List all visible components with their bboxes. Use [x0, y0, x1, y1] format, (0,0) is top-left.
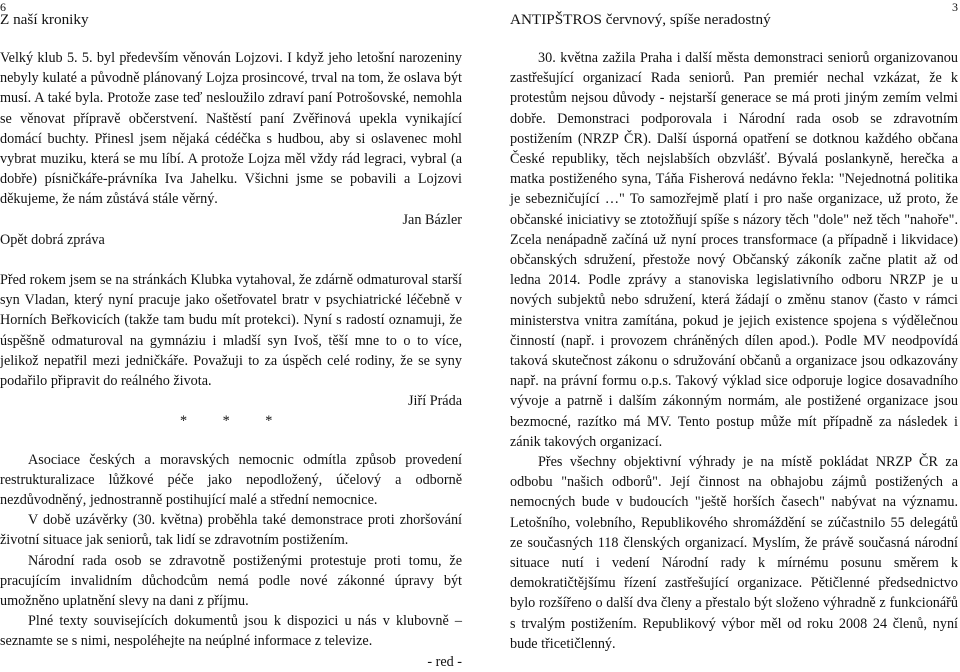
signature: - red -: [427, 653, 462, 670]
article-paragraph: Velký klub 5. 5. byl především věnován Lojzovi. I když jeho letošní narozeniny nebyly kulaté a původně plánovaný Lojza prosincové, trval na tom, že oslava být musí. A také byla. Protože zase teď nesloužilo zdraví paní Potrošovské, nemohla se věnovat přípravě občerstvení. Naštěstí paní Zvěřinová upekla vynikající domácí buchty. Přinesl jsem nějaká cédéčka s hudbou, aby si oslavenec mohl vybrat muziku, která se mu líbí. A protože Lojza měl vždy rád legraci, vybral (a dobře) písničkáře-právníka Iva Jahelku. Všichni jsme se pobavili a Lojzovi děkujeme, že nám zůstává stále věrný.: [0, 50, 462, 208]
article-paragraph: Před rokem jsem se na stránkách Klubka vytahoval, že zdárně odmaturoval starší syn Vladan, který nyní pracuje jako ošetřovatel bratr v psychiatrické léčebně v Horních Beřkovicích (takže tam budu mít protekci). Nyní s radostí oznamuji, že úspěšně odmaturoval na gymnáziu i mladší syn Ivoš, těší mne to o to více, jelikož nepatřil mezi jedničkáře. Považuji to za úspěch celé rodiny, že se syny podařilo připravit do reálného života.: [0, 272, 462, 390]
article-paragraph: V době uzávěrky (30. května) proběhla také demonstrace proti zhoršování životní situace jak seniorů, tak lidí se zdravotním postižením.: [0, 512, 462, 549]
article-paragraph: Asociace českých a moravských nemocnic odmítla způsob provedení restrukturalizace lůžkové péče jako nepodložený, účelový a odborně nezdůvodněný, jednostranně postihující malé a střední nemocnice.: [0, 451, 462, 509]
section-separator: * * *: [180, 413, 275, 430]
article-paragraph: Národní rada osob se zdravotně postiženými protestuje proti tomu, že pracujícím invalidním důchodcům nemá podle nové zákonné úpravy být umožněno uplatnění slevy na dani z příjmu.: [0, 552, 462, 610]
signature: Jan Bázler: [402, 211, 462, 228]
article-paragraph: Přes všechny objektivní výhrady je na místě pokládat NRZP ČR za odbobu "našich odborů". Její činnost na obhajobu zájmů postižených a nemocných bude v budoucích "ještě horších časech" nabývat na významu. Letošního, volebního, Republikového shromáždění se zúčastnilo 55 delegátů ze současných 118 členských organizací. Myslím, že právě současná národní situace nutí i vedení Národní rady k mírnému posunu směrem k demokratičtějšímu řízení zastřešující organizace. Pětičlenné předsednictvo bylo rozšířeno o další dva členy a přestalo být složeno výhradně z funkcionářů s trvalým postižením. Republikový výbor měl od roku 2008 24 členů, nyní bude třicetičlenný.: [510, 454, 958, 652]
page-number-left: 6: [0, 0, 6, 14]
signature: Jiří Práda: [408, 393, 462, 410]
left-column: [0, 48, 462, 672]
right-column: [510, 48, 958, 654]
article-paragraph: 30. května zažila Praha i další města demonstraci seniorů organizovanou zastřešující organizací Rada seniorů. Pan premiér nechal vzkázat, že k protestům nejsou důvody - nejstarší generace se má proti jiným zemím velmi dobře. Demonstraci podporovala i Národní rada osob se zdravotním postižením (NRZP ČR). Další úsporná opatření se dotknou každého občana České republiky, těch nejslabších obzvlášť. Bývalá poslankyně, herečka a matka postiženého syna, Táňa Fisherová nedávno řekla: "Nejednotná politika je sebezničující …" To samozřejmě platí i pro naše organizace, už proto, že občanské iniciativy se ztotožňují spíše s názory těch "dole" než těch "nahoře". Zcela nenápadně začíná už nyní proces transformace (a případně i likvidace) občanských sdružení, přestože nový Občanský zákoník začne platit až od ledna 2014. Podle zprávy a stanoviska legislativního odboru NRZP je u nových subjektů nebo sdružení, která žádají o změnu stanov (často v rámci ministerstva vnitra zamítána, pokud je jejich existence spojena s výdělečnou činností (např. i provozem chráněných dílen apod.). Podle MV neodpovídá taková skutečnost zákonu o sdružování občanů a organizace jsou odkazovány např. na právní formu o.p.s. Takový výklad sice odporuje logice dosavadního vývoje a patrně i dalším zákonným normám, ale postižené organizace jsou bezmocné, razítko má MV. Tento postup může mít případně za následek i zánik takových organizací.: [510, 50, 958, 450]
page-number-right: 3: [952, 0, 958, 14]
section-header-left: Z naší kroniky: [0, 11, 89, 28]
section-header-right: ANTIPŠTROS červnový, spíše neradostný: [510, 11, 771, 28]
article-paragraph: Plné texty souvisejících dokumentů jsou k dispozici u nás v klubovně – seznamte se s nimi, nespoléhejte na neúplné informace z televize.: [0, 613, 462, 650]
article-heading: Opět dobrá zpráva: [0, 231, 105, 248]
